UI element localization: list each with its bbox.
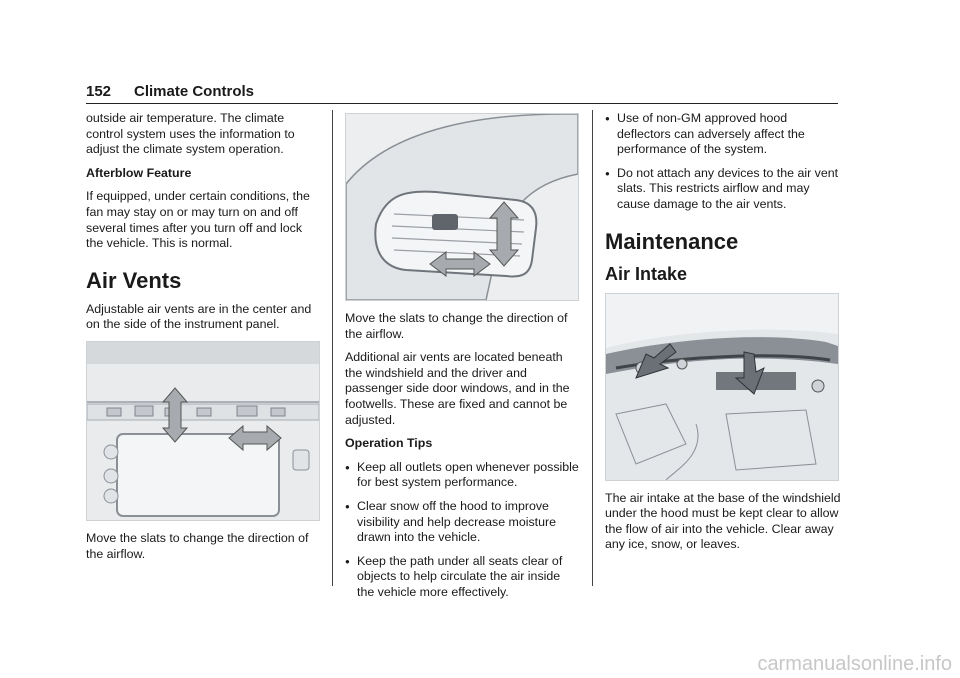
list-item: ● Keep the path under all seats clear of objects to help circulate the air inside the vehicle more effectively. (345, 554, 579, 601)
column-divider-1 (332, 110, 333, 586)
column-3 (605, 111, 841, 561)
air-intake-heading: Air Intake (605, 263, 688, 284)
operation-tips-list-continued (605, 111, 841, 213)
intro-paragraph: outside air temperature. The climate control system uses the information to adjust the climate system operation. (86, 111, 295, 157)
air-intake-paragraph: The air intake at the base of the windshield under the hood must be kept clear to allow the flow of air into the vehicle. Clear away any ice, snow, or leaves. (605, 490, 841, 552)
page-number: 152 (86, 83, 112, 100)
list-item: ● Clear snow off the hood to improve visibility and help decrease moisture drawn into the vehicle. (345, 499, 579, 546)
watermark: carmanualsonline.info (757, 653, 952, 675)
column-divider-2 (592, 110, 593, 586)
afterblow-paragraph: If equipped, under certain conditions, the fan may stay on or may turn on and off several times after you turn off and lock the vehicle. This is normal. (86, 189, 310, 251)
column-1 (86, 111, 322, 570)
section-title: Climate Controls (134, 83, 255, 100)
operation-tips-heading: Operation Tips (345, 436, 433, 451)
column-2 (345, 113, 579, 609)
list-item: ● Use of non-GM approved hood deflectors can adversely affect the performance of the system. (605, 111, 841, 158)
list-item: ● Do not attach any devices to the air vent slats. This restricts airflow and may cause damage to the air vents. (605, 166, 841, 213)
side-vent-caption: Move the slats to change the direction of the airflow. (345, 311, 568, 341)
afterblow-heading: Afterblow Feature (86, 165, 192, 180)
air-intake-illustration (605, 293, 839, 481)
center-vent-caption: Move the slats to change the direction of the airflow. (86, 530, 309, 561)
operation-tips-list (345, 460, 579, 601)
air-vents-paragraph: Adjustable air vents are in the center and on the side of the instrument panel. (86, 301, 312, 332)
additional-vents-paragraph: Additional air vents are located beneath the windshield and the driver and passenger side door windows, and in the footwells. These are fixed and cannot be adjusted. (345, 350, 570, 427)
side-vent-illustration (345, 113, 579, 301)
air-vents-heading: Air Vents (86, 267, 182, 293)
list-item: ● Keep all outlets open whenever possible for best system performance. (345, 460, 579, 491)
maintenance-heading: Maintenance (605, 228, 739, 254)
page-header (86, 83, 838, 104)
center-vent-illustration (86, 341, 320, 521)
